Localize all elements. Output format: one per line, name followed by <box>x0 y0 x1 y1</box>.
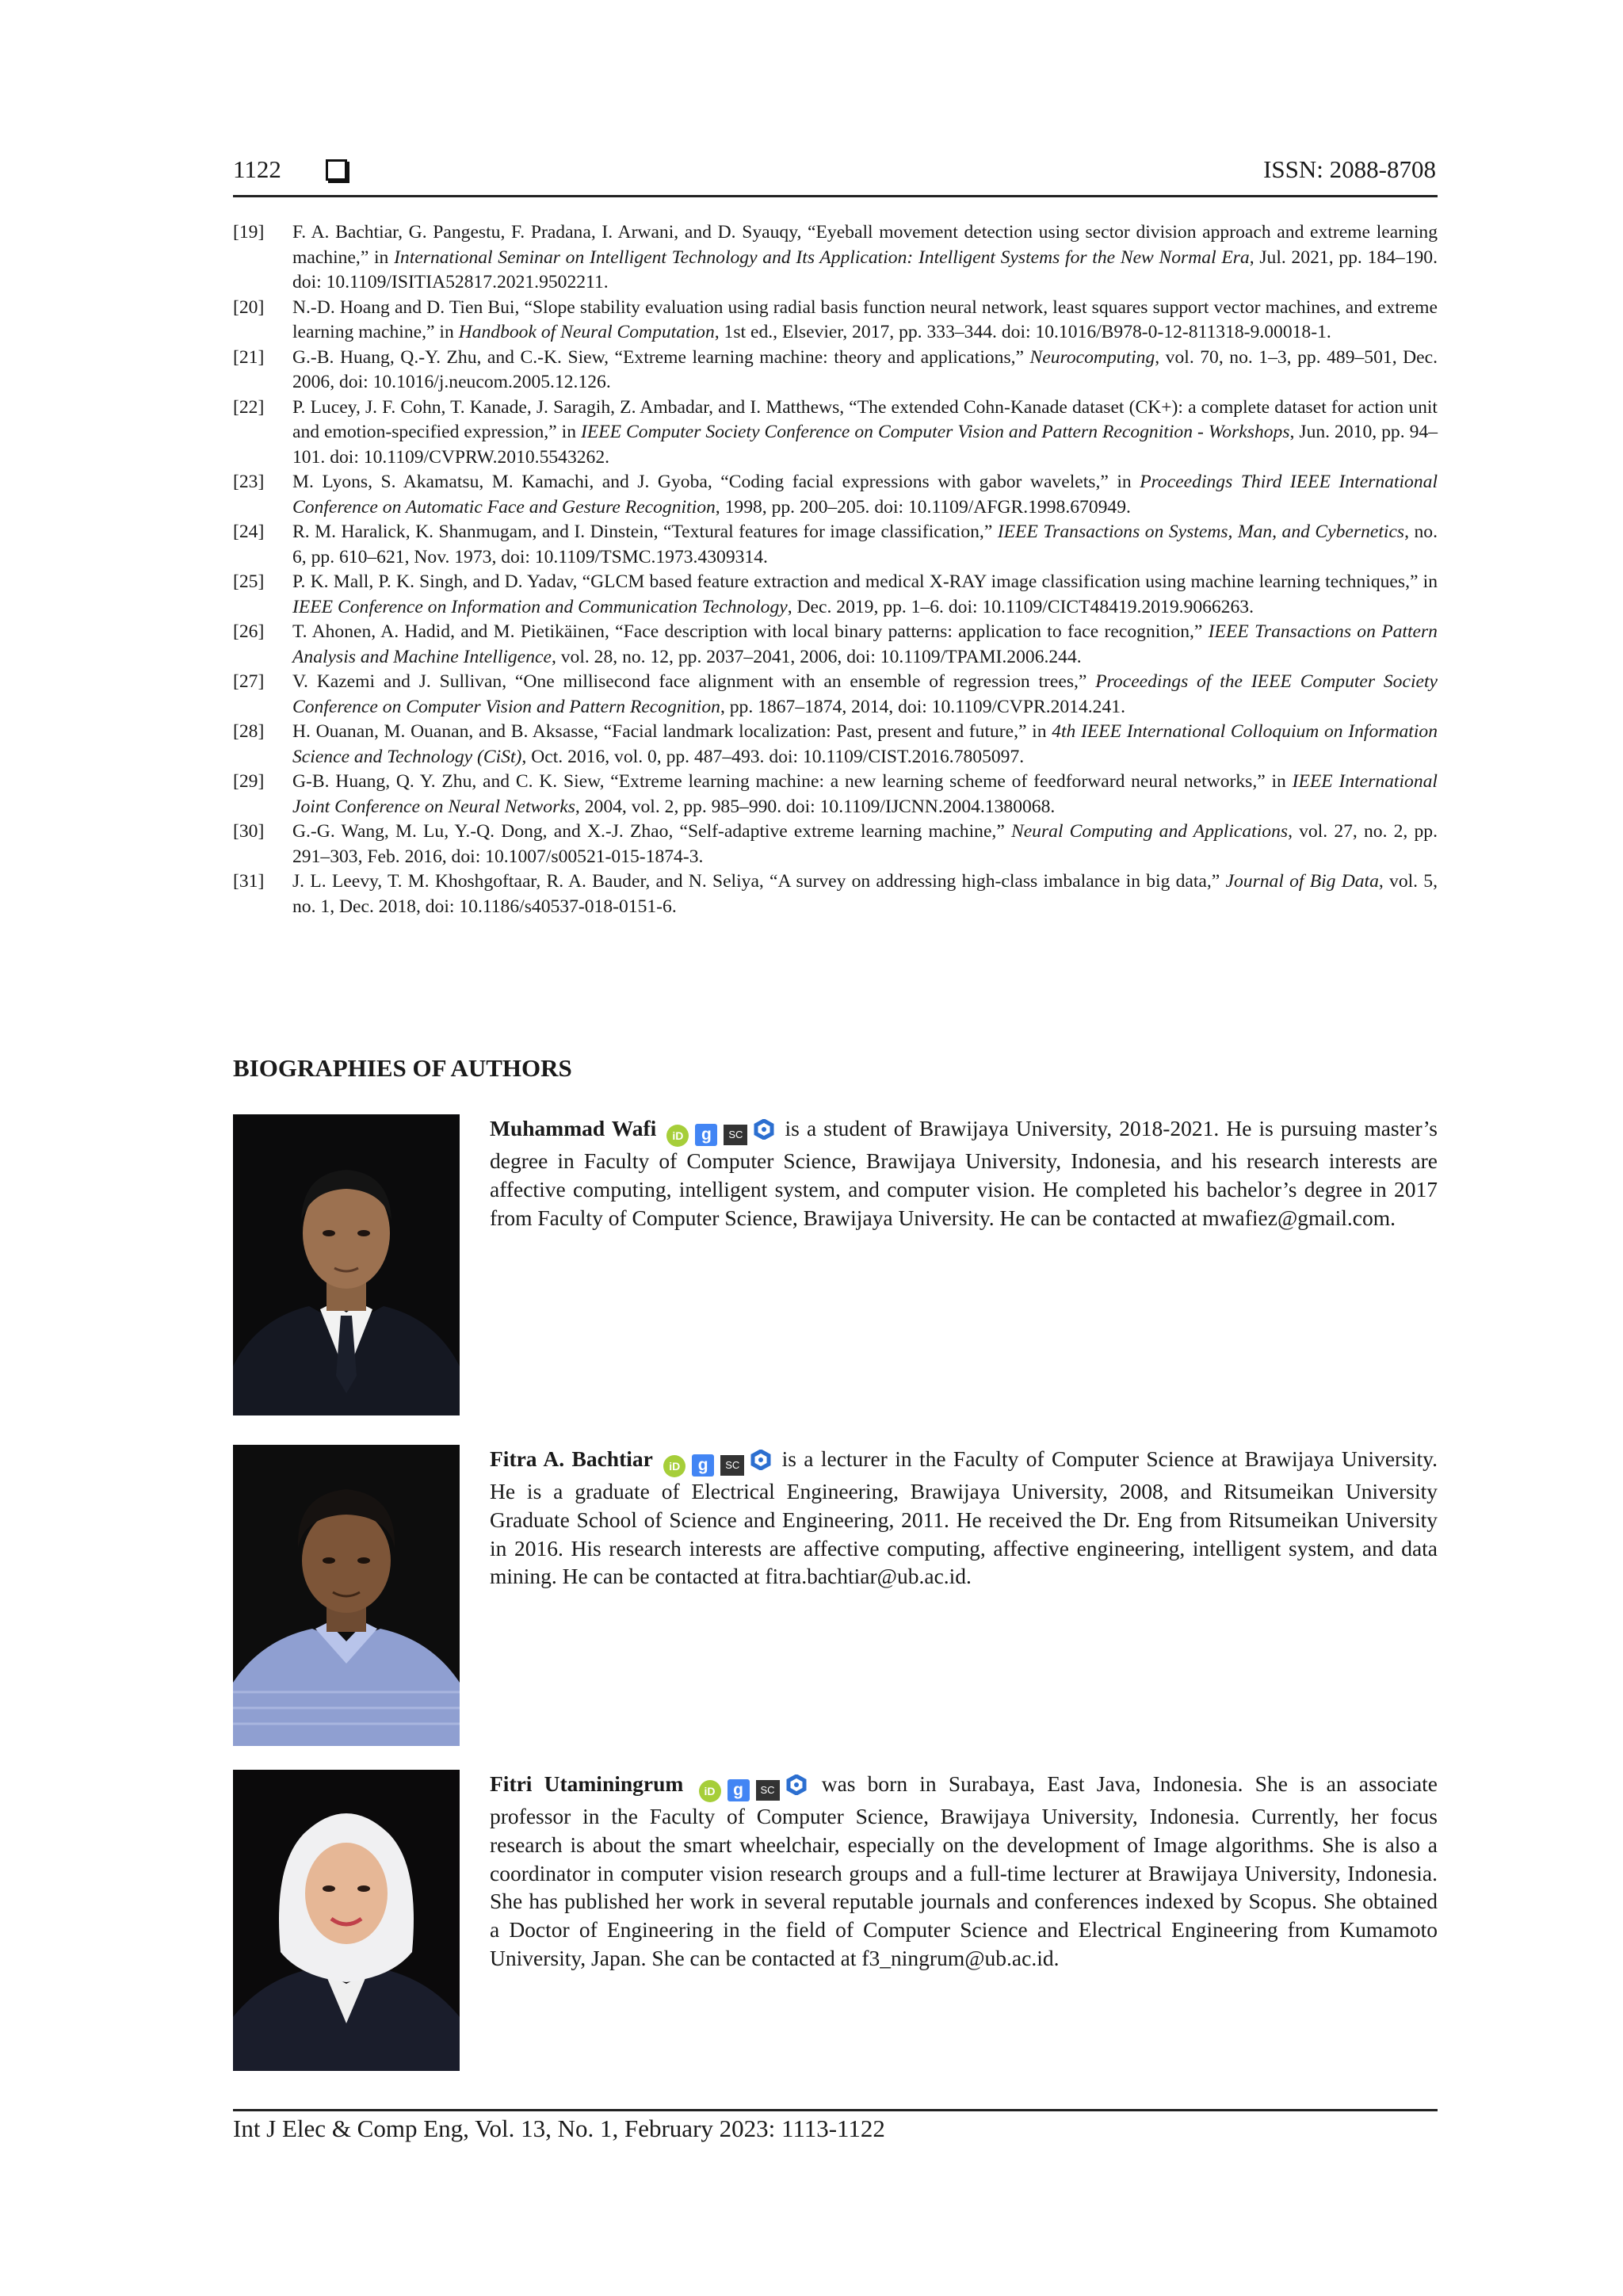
reference-text <box>292 472 1438 518</box>
reference-segment: , Oct. 2016, vol. 0, pp. 487–493. doi: 10.1109/CIST.2016.7805097. <box>521 746 1025 767</box>
reference-segment: P. Lucey, J. F. Cohn, T. Kanade, J. Saragih, Z. Ambadar, and I. Matthews, “The extended Cohn-Kanade dataset (CK+): a complete dataset for action unit and emotion-specified expression,” in <box>292 396 1438 442</box>
author-bio-utaminingrum <box>490 1770 1438 1973</box>
orcid-icon[interactable]: iD <box>666 1125 689 1147</box>
author-bio-text: was born in Surabaya, East Java, Indonesia. She is an associate professor in the Faculty of Computer Science, Brawijaya University, Indonesia. Currently, her focus research is about the smart wheelchair, especially on the development of Image algorithms. She is also a coordinator in computer vision research groups and a full-time lecturer at Brawijaya University, Indonesia. She has published her work in several reputable journals and conferences indexed by Scopus. She obtained a Doctor of Engineering in the field of Computer Science and Electrical Engineering from Kumamoto University, Japan. She can be contacted at f3_ningrum@ub.ac.id. <box>490 1771 1438 1970</box>
reference-number: [28] <box>233 721 265 742</box>
reference-entry <box>233 395 1438 471</box>
scopus-icon[interactable]: SC <box>720 1455 744 1476</box>
author-name: Fitri Utaminingrum <box>490 1771 684 1796</box>
reference-segment: G-B. Huang, Q. Y. Zhu, and C. K. Siew, “Extreme learning machine: a new learning scheme of feedforward neural networks,” in <box>292 771 1293 792</box>
reference-venue: Neural Computing and Applications <box>1010 821 1289 842</box>
reference-segment: , 2004, vol. 2, pp. 985–990. doi: 10.1109/IJCNN.2004.1380068. <box>575 796 1056 817</box>
reference-venue: Handbook of Neural Computation <box>458 322 715 342</box>
reference-segment: , pp. 1867–1874, 2014, doi: 10.1109/CVPR.2014.241. <box>720 696 1125 717</box>
reference-venue: Proceedings of the IEEE Computer Society Conference on Computer Vision and Pattern Recognition <box>292 671 1438 717</box>
reference-entry <box>233 296 1438 346</box>
page-header <box>233 155 1438 197</box>
reference-entry <box>233 819 1438 869</box>
reference-segment: , Dec. 2019, pp. 1–6. doi: 10.1109/CICT48419.2019.9066263. <box>787 596 1254 617</box>
publons-icon[interactable] <box>754 1118 774 1139</box>
google-scholar-icon[interactable]: g <box>692 1454 714 1477</box>
google-scholar-icon[interactable]: g <box>727 1779 750 1801</box>
author-bio-wafi <box>490 1114 1438 1232</box>
reference-venue: IEEE Transactions on Systems, Man, and Cybernetics <box>997 521 1405 542</box>
scopus-icon[interactable]: SC <box>724 1125 747 1145</box>
reference-segment: T. Ahonen, A. Hadid, and M. Pietikäinen, “Face description with local binary patterns: application to face recognition,” <box>292 621 1209 642</box>
reference-segment: N.-D. Hoang and D. Tien Bui, “Slope stability evaluation using radial basis function neural network, least squares support vector machines, and extreme learning machine,” in <box>292 296 1438 342</box>
reference-number: [29] <box>233 771 265 792</box>
reference-text <box>292 771 1438 817</box>
author-photo-utaminingrum <box>233 1770 460 2071</box>
reference-entry <box>233 470 1438 520</box>
reference-number: [30] <box>233 821 265 842</box>
reference-text <box>292 671 1438 717</box>
reference-segment: J. L. Leevy, T. M. Khoshgoftaar, R. A. Bauder, and N. Seliya, “A survey on addressing high-class imbalance in big data,” <box>292 871 1226 892</box>
reference-venue: IEEE Computer Society Conference on Computer Vision and Pattern Recognition - Workshops <box>580 422 1290 442</box>
square-icon <box>326 159 347 181</box>
reference-venue: Journal of Big Data <box>1225 871 1379 892</box>
google-scholar-icon[interactable]: g <box>695 1124 717 1146</box>
reference-segment: R. M. Haralick, K. Shanmugam, and I. Dinstein, “Textural features for image classification,” <box>292 521 998 542</box>
reference-number: [24] <box>233 521 265 542</box>
reference-entry <box>233 220 1438 296</box>
reference-text <box>292 521 1438 567</box>
reference-number: [21] <box>233 346 265 368</box>
scopus-icon[interactable]: SC <box>756 1780 780 1801</box>
reference-entry <box>233 720 1438 770</box>
reference-number: [22] <box>233 396 265 418</box>
reference-venue: IEEE Transactions on Pattern Analysis and Machine Intelligence <box>292 621 1438 667</box>
reference-entry <box>233 670 1438 720</box>
reference-number: [23] <box>233 472 265 492</box>
reference-segment: , no. 6, pp. 610–621, Nov. 1973, doi: 10.1109/TSMC.1973.4309314. <box>292 521 1438 567</box>
reference-number: [19] <box>233 222 265 243</box>
orcid-icon[interactable]: iD <box>663 1455 685 1477</box>
reference-text <box>292 222 1438 292</box>
reference-segment: , Jun. 2010, pp. 94–101. doi: 10.1109/CVPRW.2010.5543262. <box>292 422 1438 468</box>
reference-text <box>292 871 1438 917</box>
reference-venue: International Seminar on Intelligent Technology and Its Application: Intelligent Systems for the New Normal Era <box>394 246 1250 268</box>
author-photo-bachtiar <box>233 1445 460 1746</box>
reference-segment: , 1998, pp. 200–205. doi: 10.1109/AFGR.1998.670949. <box>715 496 1131 518</box>
reference-venue: IEEE International Joint Conference on Neural Networks <box>292 771 1438 817</box>
page-footer <box>233 2109 1438 2143</box>
reference-entry <box>233 770 1438 819</box>
issn: ISSN: 2088-8708 <box>1263 155 1436 183</box>
footer-citation: Int J Elec & Comp Eng, Vol. 13, No. 1, February 2023: 1113-1122 <box>233 2115 885 2142</box>
reference-text <box>292 397 1438 468</box>
reference-venue: Proceedings Third IEEE International Conference on Automatic Face and Gesture Recognition <box>292 472 1438 518</box>
reference-segment: , vol. 5, no. 1, Dec. 2018, doi: 10.1186/s40537-018-0151-6. <box>292 871 1438 917</box>
author-photo-wafi <box>233 1114 460 1415</box>
section-title: BIOGRAPHIES OF AUTHORS <box>233 1054 572 1082</box>
reference-text <box>292 721 1438 767</box>
author-bio-text: is a lecturer in the Faculty of Computer Science at Brawijaya University. He is a graduate of Electrical Engineering, Brawijaya University, 2008, and Ritsumeikan University Graduate School of Science and Engineering, 2011. He received the Dr. Eng from Ritsumeikan University in 2016. His research interests are affective computing, affective engineering, intelligent system, and data mining. He can be contacted at fitra.bachtiar@ub.ac.id. <box>490 1446 1438 1589</box>
publons-icon[interactable] <box>786 1774 807 1794</box>
reference-text <box>292 571 1438 617</box>
reference-number: [25] <box>233 571 265 592</box>
reference-entry <box>233 869 1438 919</box>
reference-venue: IEEE Conference on Information and Communication Technology <box>292 596 788 617</box>
reference-entry <box>233 570 1438 620</box>
reference-text <box>292 821 1438 867</box>
author-name: Muhammad Wafi <box>490 1116 657 1140</box>
reference-segment: M. Lyons, S. Akamatsu, M. Kamachi, and J. Gyoba, “Coding facial expressions with gabor wavelets,” in <box>292 472 1140 492</box>
reference-venue: Neurocomputing <box>1029 346 1155 368</box>
reference-segment: H. Ouanan, M. Ouanan, and B. Aksasse, “Facial landmark localization: Past, present and future,” in <box>292 721 1052 742</box>
reference-segment: P. K. Mall, P. K. Singh, and D. Yadav, “GLCM based feature extraction and medical X-RAY image classification using machine learning techniques,” in <box>292 571 1438 592</box>
reference-text <box>292 347 1438 393</box>
reference-segment: G.-G. Wang, M. Lu, Y.-Q. Dong, and X.-J. Zhao, “Self-adaptive extreme learning machine,” <box>292 821 1011 842</box>
reference-segment: G.-B. Huang, Q.-Y. Zhu, and C.-K. Siew, “Extreme learning machine: theory and applications,” <box>292 346 1030 368</box>
publons-icon[interactable] <box>750 1449 771 1469</box>
reference-entry <box>233 346 1438 395</box>
reference-venue: 4th IEEE International Colloquium on Information Science and Technology (CiSt) <box>292 721 1438 767</box>
author-bio-bachtiar <box>490 1445 1438 1591</box>
reference-segment: , Jul. 2021, pp. 184–190. doi: 10.1109/ISITIA52817.2021.9502211. <box>292 246 1438 292</box>
page-number: 1122 <box>233 155 281 183</box>
reference-entry <box>233 520 1438 570</box>
reference-segment: , 1st ed., Elsevier, 2017, pp. 333–344. doi: 10.1016/B978-0-12-811318-9.00018-1. <box>714 322 1331 342</box>
orcid-icon[interactable]: iD <box>699 1780 721 1802</box>
reference-number: [26] <box>233 621 265 642</box>
reference-number: [20] <box>233 296 265 318</box>
reference-number: [27] <box>233 671 265 692</box>
reference-segment: , vol. 70, no. 1–3, pp. 489–501, Dec. 2006, doi: 10.1016/j.neucom.2005.12.126. <box>292 346 1438 392</box>
reference-entry <box>233 620 1438 670</box>
author-bio-text: is a student of Brawijaya University, 2018-2021. He is pursuing master’s degree in Faculty of Computer Science, Brawijaya University, Indonesia, and his research interests are affective computing, intelligent system, and computer vision. He completed his bachelor’s degree in 2017 from Faculty of Computer Science, Brawijaya University. He can be contacted at mwafiez@gmail.com. <box>490 1116 1438 1230</box>
reference-number: [31] <box>233 871 265 892</box>
reference-segment: V. Kazemi and J. Sullivan, “One millisecond face alignment with an ensemble of regression trees,” <box>292 671 1096 692</box>
reference-segment: , vol. 27, no. 2, pp. 291–303, Feb. 2016, doi: 10.1007/s00521-015-1874-3. <box>292 821 1438 867</box>
reference-segment: , vol. 28, no. 12, pp. 2037–2041, 2006, doi: 10.1109/TPAMI.2006.244. <box>551 646 1082 667</box>
reference-list <box>233 220 1438 919</box>
reference-segment: F. A. Bachtiar, G. Pangestu, F. Pradana, I. Arwani, and D. Syauqy, “Eyeball movement detection using sector division approach and extreme learning machine,” in <box>292 222 1438 268</box>
reference-text <box>292 621 1438 667</box>
author-name: Fitra A. Bachtiar <box>490 1446 653 1471</box>
reference-text <box>292 297 1438 343</box>
